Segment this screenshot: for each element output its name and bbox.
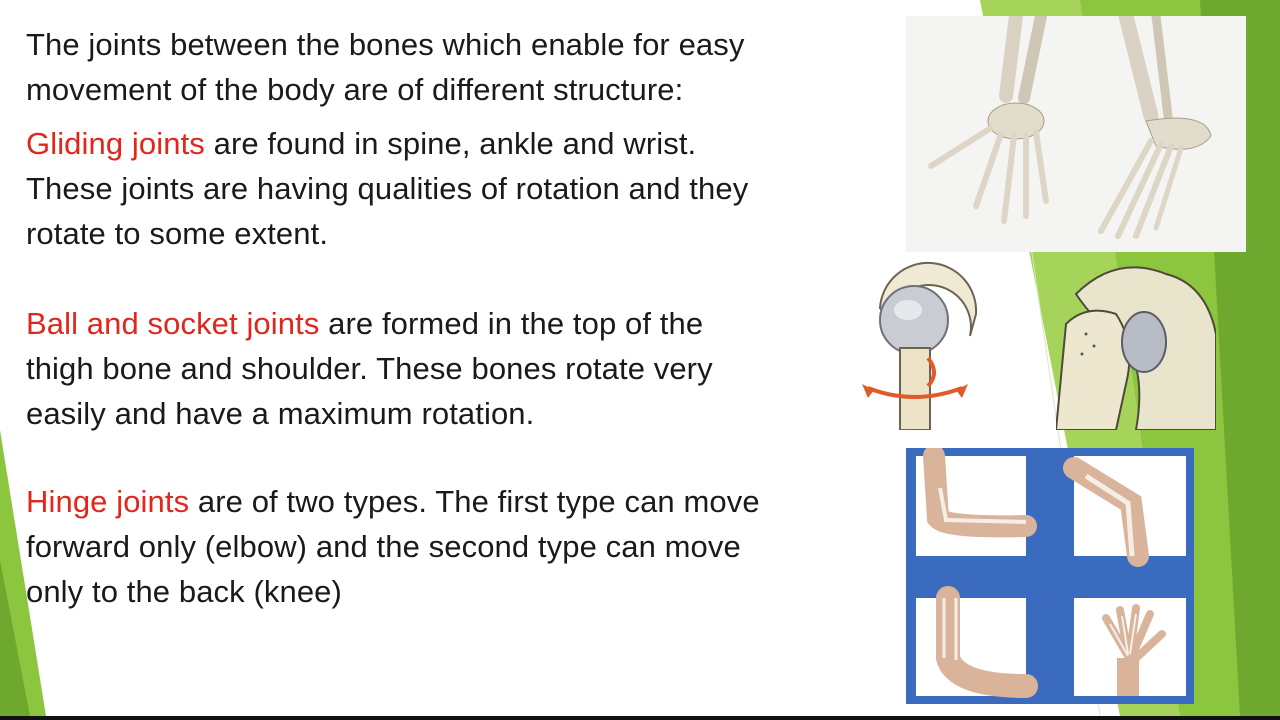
intro-line-2: movement of the body are of different structure: xyxy=(26,72,684,107)
intro-line-1: The joints between the bones which enable for easy xyxy=(26,27,745,62)
ball-socket-line-3: easily and have a maximum rotation. xyxy=(26,396,535,431)
ball-socket-paragraph xyxy=(26,301,713,436)
bottom-border xyxy=(0,716,1280,720)
ball-socket-line-1-rest: are formed in the top of the xyxy=(319,306,704,341)
gliding-line-2: These joints are having qualities of rotation and they xyxy=(26,171,749,206)
hinge-paragraph xyxy=(26,479,760,614)
intro-paragraph xyxy=(26,22,744,112)
shoulder-joint-image xyxy=(1056,254,1216,430)
gliding-line-3: rotate to some extent. xyxy=(26,216,329,251)
ball-socket-term: Ball and socket joints xyxy=(26,306,320,341)
hinge-line-2: forward only (elbow) and the second type can move xyxy=(26,529,741,564)
gliding-line-1-rest: are found in spine, ankle and wrist. xyxy=(204,126,697,161)
hinge-line-1-rest: are of two types. The first type can move xyxy=(189,484,760,519)
hinge-joints-grid-image xyxy=(906,448,1194,704)
skeleton-hand-foot-image xyxy=(906,16,1246,252)
ball-socket-line-2: thigh bone and shoulder. These bones rotate very xyxy=(26,351,713,386)
ball-socket-joint-image xyxy=(858,258,984,430)
ball-socket-line-1 xyxy=(26,301,713,346)
gliding-paragraph xyxy=(26,121,748,256)
hinge-term: Hinge joints xyxy=(26,484,190,519)
gliding-term: Gliding joints xyxy=(26,126,205,161)
gliding-line-1 xyxy=(26,121,748,166)
hinge-line-3: only to the back (knee) xyxy=(26,574,342,609)
hinge-line-1 xyxy=(26,479,760,524)
